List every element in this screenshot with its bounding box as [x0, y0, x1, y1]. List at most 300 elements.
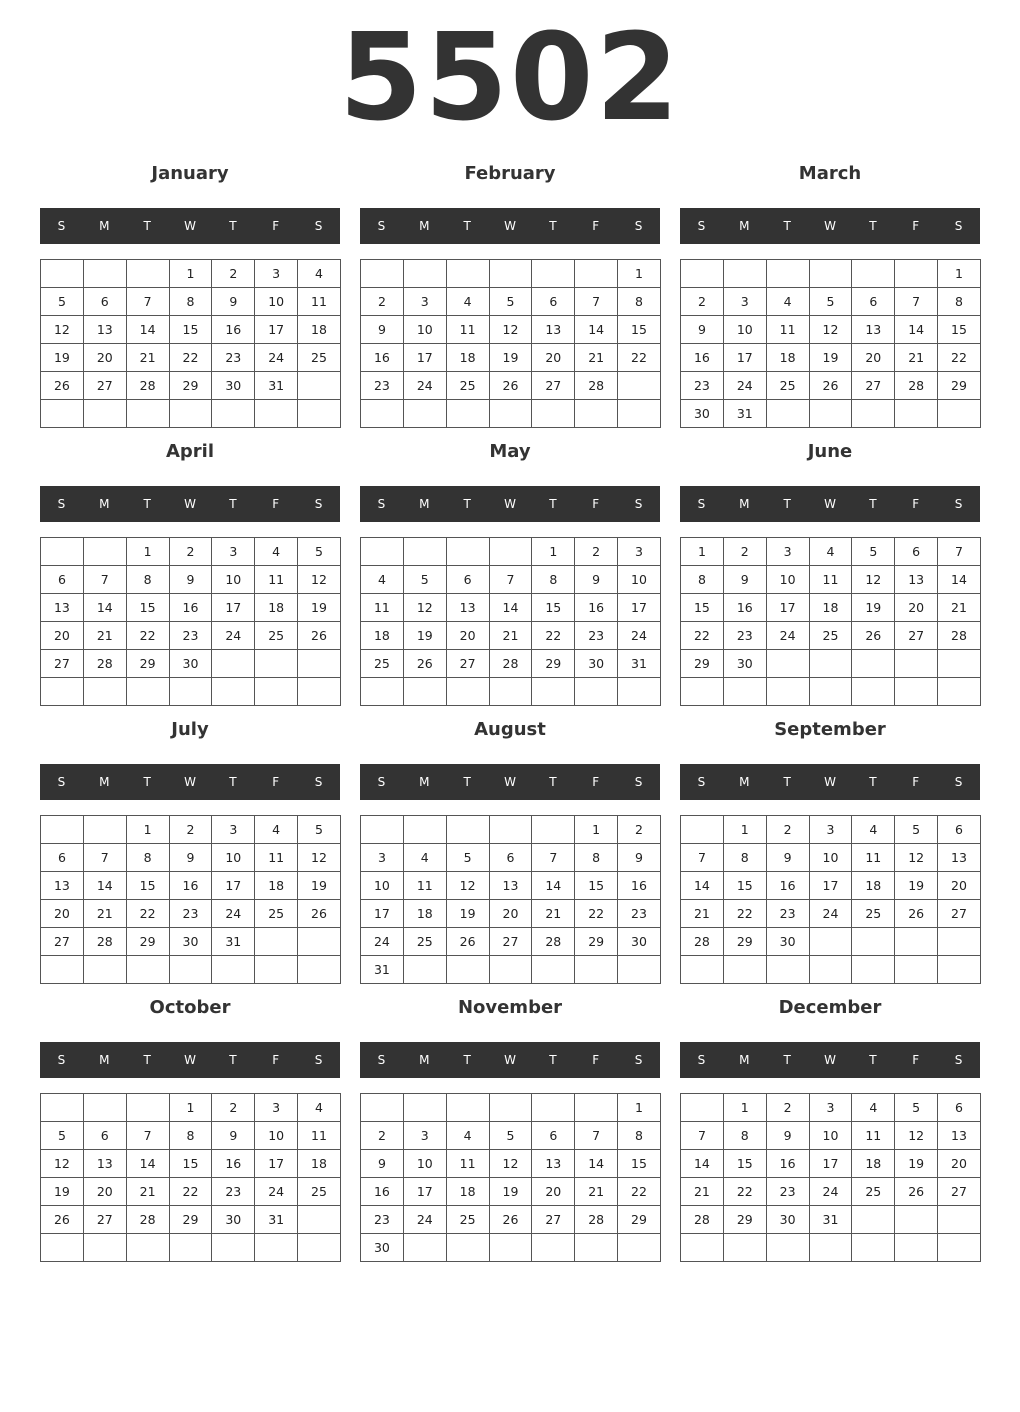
day-cell: 9 [361, 316, 404, 344]
day-cell: 24 [618, 622, 661, 650]
weekday-label: T [229, 775, 237, 789]
day-cell: 1 [938, 260, 981, 288]
day-cell: 26 [489, 1206, 532, 1234]
month-december [680, 996, 980, 1261]
day-cell: 25 [852, 1178, 895, 1206]
week-row [361, 372, 661, 400]
day-cell: 24 [361, 928, 404, 956]
day-cell: 31 [255, 372, 298, 400]
month-february [360, 162, 660, 427]
day-cell [298, 1234, 341, 1262]
day-cell: 1 [723, 816, 766, 844]
day-cell: 4 [809, 538, 852, 566]
day-cell [403, 1094, 446, 1122]
day-cell [298, 678, 341, 706]
week-row [681, 1178, 981, 1206]
day-cell: 20 [938, 1150, 981, 1178]
day-cell: 2 [361, 288, 404, 316]
weekday-label: T [783, 497, 791, 511]
day-cell: 13 [41, 872, 84, 900]
weekday-label: W [824, 219, 836, 233]
day-cell: 10 [212, 844, 255, 872]
day-grid [360, 1093, 661, 1262]
day-cell [83, 678, 126, 706]
day-cell [895, 928, 938, 956]
day-cell: 21 [575, 344, 618, 372]
day-cell: 8 [126, 844, 169, 872]
weekday-header [40, 208, 340, 244]
day-cell: 26 [41, 1206, 84, 1234]
day-cell: 25 [809, 622, 852, 650]
day-cell: 11 [446, 316, 489, 344]
day-cell: 26 [895, 900, 938, 928]
day-cell: 23 [766, 1178, 809, 1206]
day-cell [766, 400, 809, 428]
weekday-label: S [697, 1053, 706, 1067]
week-row [361, 650, 661, 678]
day-cell [169, 1234, 212, 1262]
day-cell [126, 678, 169, 706]
day-cell [489, 678, 532, 706]
day-cell [403, 956, 446, 984]
month-name: April [165, 441, 215, 462]
week-row [361, 956, 661, 984]
day-cell: 16 [575, 594, 618, 622]
day-cell [446, 260, 489, 288]
day-cell: 11 [446, 1150, 489, 1178]
day-cell: 31 [361, 956, 404, 984]
day-cell: 13 [83, 1150, 126, 1178]
day-cell: 22 [126, 900, 169, 928]
day-cell: 30 [361, 1234, 404, 1262]
day-cell: 1 [681, 538, 724, 566]
day-cell: 29 [575, 928, 618, 956]
week-row [361, 816, 661, 844]
day-cell: 22 [723, 1178, 766, 1206]
weekday-label: T [869, 219, 877, 233]
week-row [361, 872, 661, 900]
day-cell [681, 1094, 724, 1122]
day-cell [938, 650, 981, 678]
day-cell: 23 [169, 622, 212, 650]
day-cell: 20 [532, 1178, 575, 1206]
week-row [41, 400, 341, 428]
day-cell: 22 [618, 1178, 661, 1206]
day-cell: 6 [938, 1094, 981, 1122]
day-cell: 8 [618, 1122, 661, 1150]
day-cell: 13 [938, 844, 981, 872]
day-cell: 10 [255, 1122, 298, 1150]
day-cell [169, 956, 212, 984]
day-cell [938, 956, 981, 984]
day-cell: 25 [766, 372, 809, 400]
weekday-label: M [419, 1053, 430, 1067]
day-cell: 25 [255, 622, 298, 650]
day-cell: 26 [403, 650, 446, 678]
month-june [680, 440, 980, 705]
month-august [360, 718, 660, 983]
day-cell: 16 [766, 872, 809, 900]
day-grid [680, 259, 981, 428]
day-cell: 10 [403, 1150, 446, 1178]
day-cell: 21 [532, 900, 575, 928]
day-cell: 3 [361, 844, 404, 872]
day-cell: 7 [532, 844, 575, 872]
day-cell: 18 [361, 622, 404, 650]
day-cell: 13 [83, 316, 126, 344]
day-cell: 3 [212, 816, 255, 844]
day-cell: 14 [575, 1150, 618, 1178]
month-july [40, 718, 340, 983]
day-cell: 29 [126, 650, 169, 678]
week-row [361, 1234, 661, 1262]
weekday-label: S [954, 219, 963, 233]
month-name: October [149, 997, 231, 1018]
day-cell [766, 260, 809, 288]
day-cell [361, 1094, 404, 1122]
day-cell: 18 [852, 872, 895, 900]
day-cell: 16 [681, 344, 724, 372]
day-cell: 15 [169, 1150, 212, 1178]
year-title: 5502 [339, 9, 681, 148]
day-cell: 6 [532, 288, 575, 316]
day-cell: 5 [895, 1094, 938, 1122]
day-cell: 13 [489, 872, 532, 900]
day-cell [126, 1234, 169, 1262]
day-cell: 5 [489, 288, 532, 316]
day-cell [41, 816, 84, 844]
day-cell: 21 [681, 1178, 724, 1206]
day-cell: 29 [938, 372, 981, 400]
day-cell: 17 [766, 594, 809, 622]
day-cell: 11 [298, 1122, 341, 1150]
month-name: May [489, 441, 531, 462]
day-cell [255, 650, 298, 678]
day-cell [83, 816, 126, 844]
day-cell [126, 956, 169, 984]
day-cell: 14 [575, 316, 618, 344]
day-cell [298, 650, 341, 678]
day-cell [446, 400, 489, 428]
day-cell: 4 [255, 538, 298, 566]
day-cell [723, 956, 766, 984]
day-cell [809, 956, 852, 984]
day-cell [618, 1234, 661, 1262]
weekday-label: T [463, 1053, 471, 1067]
day-cell [298, 928, 341, 956]
day-cell: 30 [618, 928, 661, 956]
week-row [681, 1094, 981, 1122]
day-cell: 24 [809, 1178, 852, 1206]
day-cell: 27 [446, 650, 489, 678]
day-cell: 28 [489, 650, 532, 678]
week-row [41, 1122, 341, 1150]
day-cell: 19 [403, 622, 446, 650]
weekday-label: T [869, 775, 877, 789]
day-cell: 27 [532, 372, 575, 400]
month-november [360, 996, 660, 1261]
day-cell: 29 [126, 928, 169, 956]
weekday-label: F [912, 219, 920, 233]
day-cell: 30 [212, 1206, 255, 1234]
day-cell: 28 [895, 372, 938, 400]
week-row [41, 372, 341, 400]
day-cell: 16 [723, 594, 766, 622]
day-cell: 20 [83, 344, 126, 372]
day-cell: 17 [361, 900, 404, 928]
day-cell: 19 [852, 594, 895, 622]
day-cell: 2 [212, 260, 255, 288]
weekday-label: F [592, 219, 600, 233]
day-cell: 14 [681, 872, 724, 900]
day-cell: 17 [723, 344, 766, 372]
day-cell: 6 [446, 566, 489, 594]
day-cell [255, 678, 298, 706]
day-cell: 25 [852, 900, 895, 928]
day-cell: 1 [532, 538, 575, 566]
weekday-label: S [697, 497, 706, 511]
day-cell: 7 [938, 538, 981, 566]
day-cell [532, 260, 575, 288]
day-cell: 13 [895, 566, 938, 594]
day-cell: 4 [852, 1094, 895, 1122]
day-cell: 18 [766, 344, 809, 372]
weekday-label: M [739, 219, 750, 233]
day-cell [403, 400, 446, 428]
week-row [681, 1206, 981, 1234]
day-cell: 16 [169, 872, 212, 900]
day-cell: 3 [809, 1094, 852, 1122]
week-row [41, 956, 341, 984]
day-cell: 1 [169, 260, 212, 288]
day-cell: 31 [723, 400, 766, 428]
day-cell: 19 [41, 344, 84, 372]
day-cell [255, 400, 298, 428]
day-cell: 30 [681, 400, 724, 428]
day-cell: 14 [895, 316, 938, 344]
day-cell: 27 [41, 650, 84, 678]
day-cell: 18 [255, 872, 298, 900]
week-row [361, 316, 661, 344]
day-cell: 13 [532, 316, 575, 344]
day-cell: 24 [723, 372, 766, 400]
day-cell: 17 [403, 344, 446, 372]
day-cell: 4 [361, 566, 404, 594]
day-cell [255, 928, 298, 956]
day-cell: 17 [618, 594, 661, 622]
weekday-label: M [419, 497, 430, 511]
day-cell: 15 [575, 872, 618, 900]
day-cell: 9 [169, 566, 212, 594]
weekday-label: F [272, 219, 280, 233]
week-row [681, 566, 981, 594]
day-cell [809, 650, 852, 678]
day-cell: 6 [41, 844, 84, 872]
day-cell: 21 [895, 344, 938, 372]
day-cell [575, 1094, 618, 1122]
day-cell: 9 [766, 844, 809, 872]
day-cell: 12 [41, 1150, 84, 1178]
day-cell: 17 [809, 1150, 852, 1178]
day-cell [852, 1234, 895, 1262]
day-cell: 20 [489, 900, 532, 928]
day-cell [212, 1234, 255, 1262]
week-row [681, 316, 981, 344]
week-row [361, 344, 661, 372]
weekday-label: S [314, 1053, 323, 1067]
day-cell: 12 [489, 316, 532, 344]
weekday-label: W [504, 219, 516, 233]
day-cell: 9 [212, 1122, 255, 1150]
day-cell: 2 [766, 1094, 809, 1122]
day-cell [852, 260, 895, 288]
day-cell: 6 [83, 288, 126, 316]
day-cell: 25 [446, 372, 489, 400]
day-cell: 16 [169, 594, 212, 622]
day-cell: 9 [723, 566, 766, 594]
day-cell: 29 [618, 1206, 661, 1234]
week-row [681, 678, 981, 706]
weekday-label: S [377, 1053, 386, 1067]
day-cell: 20 [938, 872, 981, 900]
day-cell [446, 816, 489, 844]
weekday-label: M [99, 497, 110, 511]
day-cell [766, 956, 809, 984]
weekday-label: W [184, 775, 196, 789]
weekday-label: W [504, 497, 516, 511]
day-cell: 24 [255, 344, 298, 372]
day-cell: 2 [766, 816, 809, 844]
day-cell [809, 678, 852, 706]
day-grid [680, 1093, 981, 1262]
day-cell: 12 [895, 844, 938, 872]
month-january [40, 162, 340, 427]
day-cell [532, 956, 575, 984]
day-cell: 3 [212, 538, 255, 566]
day-cell: 3 [255, 260, 298, 288]
weekday-label: S [314, 219, 323, 233]
weekday-label: M [99, 775, 110, 789]
day-cell: 29 [169, 372, 212, 400]
day-cell: 21 [681, 900, 724, 928]
day-cell [83, 1094, 126, 1122]
day-cell: 10 [255, 288, 298, 316]
day-cell: 19 [446, 900, 489, 928]
day-cell: 5 [403, 566, 446, 594]
day-cell: 19 [298, 872, 341, 900]
day-cell: 12 [298, 844, 341, 872]
weekday-label: T [143, 775, 151, 789]
day-cell [575, 956, 618, 984]
day-cell: 3 [255, 1094, 298, 1122]
month-name: August [474, 719, 546, 740]
weekday-label: F [592, 1053, 600, 1067]
day-grid [680, 537, 981, 706]
day-cell: 21 [938, 594, 981, 622]
day-cell: 15 [723, 872, 766, 900]
day-cell: 9 [766, 1122, 809, 1150]
day-cell: 9 [169, 844, 212, 872]
day-cell: 3 [766, 538, 809, 566]
day-cell: 21 [126, 344, 169, 372]
weekday-header [680, 486, 980, 522]
day-cell: 20 [83, 1178, 126, 1206]
day-cell: 26 [41, 372, 84, 400]
week-row [681, 844, 981, 872]
day-cell: 29 [681, 650, 724, 678]
day-cell: 23 [766, 900, 809, 928]
day-cell [446, 538, 489, 566]
day-cell: 12 [298, 566, 341, 594]
day-cell [895, 400, 938, 428]
day-cell: 10 [723, 316, 766, 344]
day-cell: 4 [446, 288, 489, 316]
month-october [40, 996, 340, 1261]
day-cell: 6 [895, 538, 938, 566]
day-cell: 3 [403, 288, 446, 316]
day-cell: 6 [852, 288, 895, 316]
month-may [360, 440, 660, 705]
day-cell [938, 1234, 981, 1262]
day-cell: 8 [575, 844, 618, 872]
month-name: January [151, 163, 229, 184]
day-cell: 1 [126, 816, 169, 844]
week-row [681, 538, 981, 566]
day-cell: 26 [489, 372, 532, 400]
day-cell: 10 [361, 872, 404, 900]
day-cell: 27 [83, 1206, 126, 1234]
week-row [681, 816, 981, 844]
day-cell: 5 [809, 288, 852, 316]
day-cell: 12 [809, 316, 852, 344]
day-cell: 10 [809, 844, 852, 872]
day-cell: 28 [83, 650, 126, 678]
week-row [681, 400, 981, 428]
day-cell: 14 [938, 566, 981, 594]
day-cell: 30 [169, 928, 212, 956]
day-cell [766, 650, 809, 678]
day-cell [83, 956, 126, 984]
day-grid [360, 259, 661, 428]
weekday-label: W [824, 1053, 836, 1067]
day-cell: 19 [489, 344, 532, 372]
weekday-label: W [504, 775, 516, 789]
weekday-label: S [634, 775, 643, 789]
week-row [361, 844, 661, 872]
weekday-label: W [824, 497, 836, 511]
day-cell [83, 260, 126, 288]
week-row [41, 1178, 341, 1206]
weekday-label: T [783, 219, 791, 233]
week-row [361, 900, 661, 928]
day-cell: 18 [298, 316, 341, 344]
day-cell: 19 [809, 344, 852, 372]
day-cell [446, 1234, 489, 1262]
day-cell: 24 [766, 622, 809, 650]
day-cell: 14 [126, 1150, 169, 1178]
day-cell: 10 [212, 566, 255, 594]
week-row [41, 816, 341, 844]
day-cell: 18 [852, 1150, 895, 1178]
day-cell: 4 [255, 816, 298, 844]
day-cell: 19 [489, 1178, 532, 1206]
day-cell: 14 [126, 316, 169, 344]
weekday-label: M [739, 1053, 750, 1067]
day-cell: 7 [575, 288, 618, 316]
day-cell: 9 [575, 566, 618, 594]
day-cell [403, 678, 446, 706]
day-cell: 2 [681, 288, 724, 316]
